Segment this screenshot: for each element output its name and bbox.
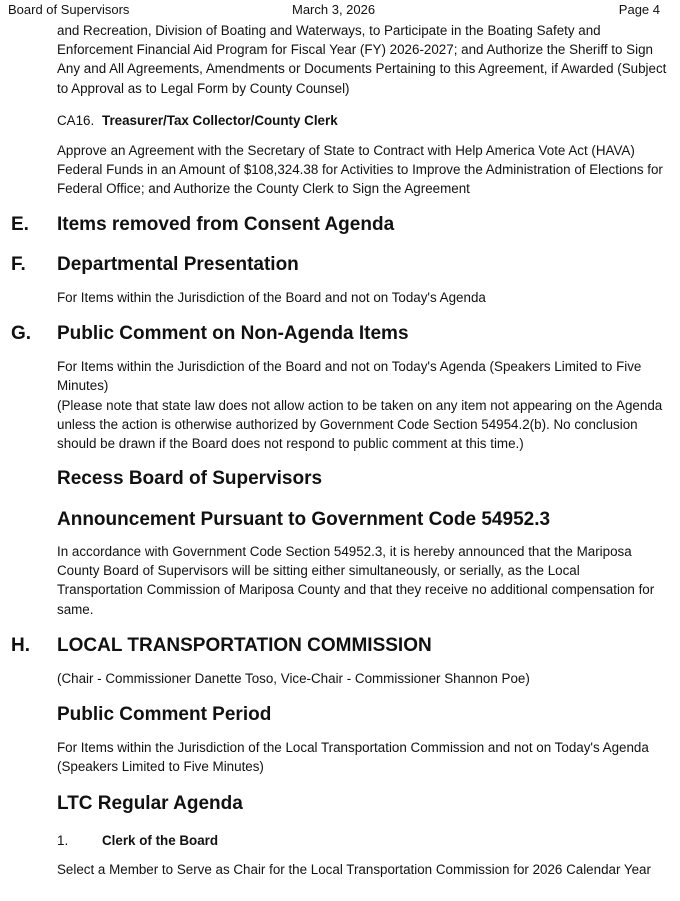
consent-item-ca16 <box>57 111 338 130</box>
item-code: CA16. <box>57 113 95 128</box>
section-e-letter: E. <box>11 214 29 235</box>
carryover-paragraph: and Recreation, Division of Boating and Waterways, to Participate in the Boating Safety and Enforcement Financial Aid Program for Fiscal Year (FY) 2026-2027; and Authorize the Sheriff to Sign Any and All Agreements, Amendments or Documents Pertaining to this Agreement, if Awarded (Subject to Approval as to Legal Form by County Counsel) <box>57 23 667 96</box>
section-e-title: Items removed from Consent Agenda <box>57 214 395 235</box>
header-date: March 3, 2026 <box>292 2 376 17</box>
announcement-title: Announcement Pursuant to Government Code 54952.3 <box>57 509 551 530</box>
page-header <box>0 2 680 18</box>
section-g-letter: G. <box>11 323 32 344</box>
section-f-title: Departmental Presentation <box>57 254 299 275</box>
ltc-item-title: Clerk of the Board <box>102 833 219 848</box>
section-h-title: LOCAL TRANSPORTATION COMMISSION <box>57 635 432 656</box>
recess-title: Recess Board of Supervisors <box>57 468 323 489</box>
announcement-text: In accordance with Government Code Section 54952.3, it is hereby announced that the Mariposa County Board of Supervisors will be sitting either simultaneously, or serially, as the Local Transportation Commission of Mariposa County and that they receive no additional compensation for same. <box>57 544 655 617</box>
ca16-description: Approve an Agreement with the Secretary of State to Contract with Help America Vote Act (HAVA) Federal Funds in an Amount of $108,324.38 for Activities to Improve the Administration of Elections for Federal Office; and Authorize the County Clerk to Sign the Agreement <box>57 143 663 197</box>
public-comment-period-text: For Items within the Jurisdiction of the Local Transportation Commission and not on Today's Agenda (Speakers Limited to Five Minutes) <box>57 740 649 775</box>
section-h-letter: H. <box>11 635 30 656</box>
section-g-title: Public Comment on Non-Agenda Items <box>57 323 409 344</box>
section-g-text: For Items within the Jurisdiction of the Board and not on Today's Agenda (Speakers Limited to Five Minutes) <box>57 359 642 394</box>
section-h-text: (Chair - Commissioner Danette Toso, Vice-Chair - Commissioner Shannon Poe) <box>57 671 530 686</box>
public-comment-period-title: Public Comment Period <box>57 704 272 725</box>
item-department: Treasurer/Tax Collector/County Clerk <box>102 113 338 128</box>
section-g-note: (Please note that state law does not allow action to be taken on any item not appearing on the Agenda unless the action is otherwise authorized by Government Code Section 54954.2(b). No conclusion should be drawn if the Board does not respond to public comment at this time.) <box>57 398 663 452</box>
section-f-letter: F. <box>11 254 26 275</box>
ltc-regular-agenda-title: LTC Regular Agenda <box>57 793 243 814</box>
header-page-number: Page 4 <box>618 2 660 17</box>
section-f-text: For Items within the Jurisdiction of the Board and not on Today's Agenda <box>57 290 486 305</box>
ltc-item-text: Select a Member to Serve as Chair for the Local Transportation Commission for 2026 Calendar Year <box>57 862 651 877</box>
header-board-name: Board of Supervisors <box>8 2 130 17</box>
ltc-item-number: 1. <box>57 833 69 848</box>
